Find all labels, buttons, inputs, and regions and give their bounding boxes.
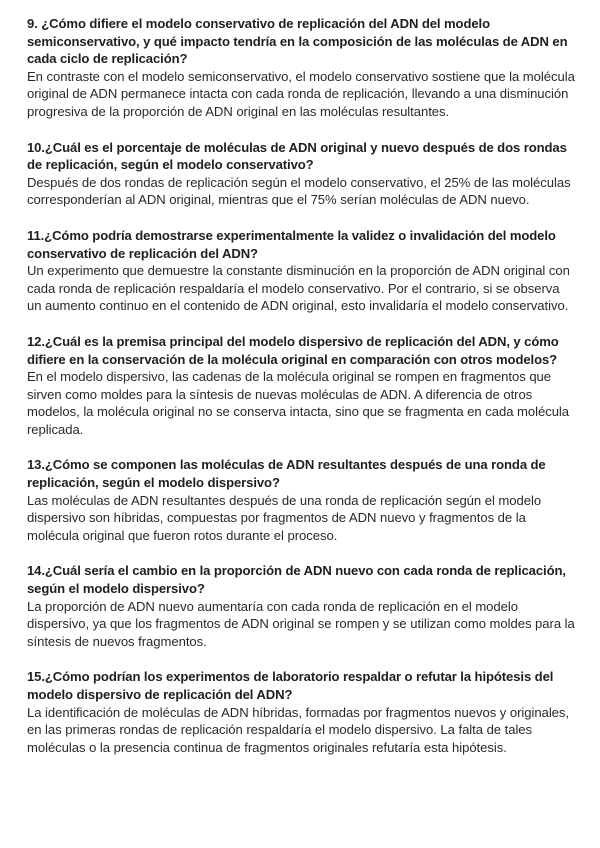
answer-14: La proporción de ADN nuevo aumentaría con cada ronda de replicación en el modelo dispersivo, ya que los fragmentos de ADN original se rompen y se utilizan como moldes para la síntesis de nuevos fragmentos. (27, 598, 575, 649)
answer-9: En contraste con el modelo semiconservativo, el modelo conservativo sostiene que la molécula original de ADN permanece intacta con cada ronda de replicación, llevando a una disminución progresiva de la proporción de ADN original en las moléculas resultantes. (27, 68, 575, 119)
question-block-10 (27, 139, 576, 209)
question-13: 13.¿Cómo se componen las moléculas de ADN resultantes después de una ronda de replicación, según el modelo dispersivo? (27, 457, 546, 491)
question-12: 12.¿Cuál es la premisa principal del modelo dispersivo de replicación del ADN, y cómo difiere en la conservación de la molécula original en comparación con otros modelos? (27, 333, 559, 367)
question-block-9 (27, 15, 576, 121)
answer-12: En el modelo dispersivo, las cadenas de la molécula original se rompen en fragmentos que sirven como moldes para la síntesis de nuevas moléculas de ADN. A diferencia de otros modelos, la molécula original no se conserva intacta, sino que se fragmenta en cada molécula replicada. (27, 369, 570, 437)
question-block-15 (27, 668, 576, 756)
question-15: 15.¿Cómo podrían los experimentos de laboratorio respaldar o refutar la hipótesis del modelo dispersivo de replicación del ADN? (27, 669, 554, 702)
answer-15: La identificación de moléculas de ADN híbridas, formadas por fragmentos nuevos y originales, en las primeras rondas de replicación respaldaría el modelo dispersivo. La falta de tales moléculas o la presencia continua de fragmentos originales refutaría esta hipótesis. (27, 704, 569, 755)
answer-13: Las moléculas de ADN resultantes después de una ronda de replicación según el modelo dispersivo son híbridas, compuestas por fragmentos de ADN nuevo y fragmentos de la molécula original que fueron rotos durante el proceso. (27, 492, 542, 543)
question-block-13 (27, 456, 576, 544)
answer-10: Después de dos rondas de replicación según el modelo conservativo, el 25% de las moléculas corresponderían al ADN original, mientras que el 75% serían moléculas de ADN nuevo. (27, 174, 571, 208)
question-11: 11.¿Cómo podría demostrarse experimentalmente la validez o invalidación del modelo conservativo de replicación del ADN? (27, 227, 556, 261)
question-block-12 (27, 333, 576, 439)
question-9: 9. ¿Cómo difiere el modelo conservativo de replicación del ADN del modelo semiconservativo, y qué impacto tendría en la composición de las moléculas de ADN en cada ciclo de replicación? (27, 16, 568, 67)
question-block-14 (27, 562, 576, 650)
answer-11: Un experimento que demuestre la constante disminución en la proporción de ADN original con cada ronda de replicación respaldaría el modelo conservativo. Por el contrario, si se observa un aumento continuo en el contenido de ADN original, esto invalidaría el modelo conservativo. (27, 263, 570, 314)
question-14: 14.¿Cuál sería el cambio en la proporción de ADN nuevo con cada ronda de replicación, según el modelo dispersivo? (27, 563, 566, 597)
question-block-11 (27, 227, 576, 315)
question-10: 10.¿Cuál es el porcentaje de moléculas de ADN original y nuevo después de dos rondas de replicación, según el modelo conservativo? (27, 139, 567, 173)
